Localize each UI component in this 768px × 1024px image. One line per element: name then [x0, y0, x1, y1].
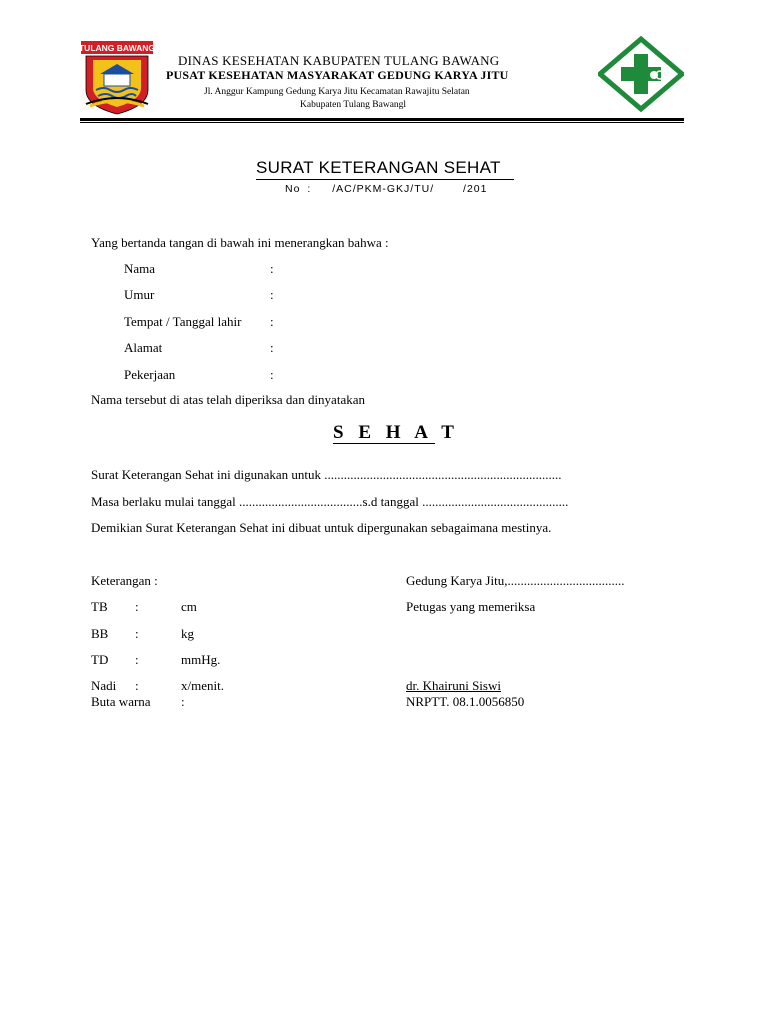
- document-number: [285, 183, 487, 195]
- intro-text: Yang bertanda tangan di bawah ini menerangkan bahwa :: [91, 235, 389, 250]
- header-rule-thin: [80, 122, 684, 123]
- health-result: S E H A T: [333, 422, 459, 443]
- field-colon: :: [270, 340, 274, 355]
- closing-line: Demikian Surat Keterangan Sehat ini dibuat untuk dipergunakan sebagaimana mestinya.: [91, 520, 552, 535]
- field-label-nama: Nama: [124, 261, 156, 276]
- note-label-tb: TB: [91, 599, 108, 614]
- note-unit-mmhg: mmHg.: [181, 652, 221, 667]
- field-colon: :: [270, 367, 274, 382]
- field-label-pekerjaan: Pekerjaan: [124, 367, 176, 382]
- puskesmas-name: PUSAT KESEHATAN MASYARAKAT GEDUNG KARYA JITU: [166, 68, 509, 82]
- result-underline: [333, 443, 435, 444]
- note-colon: :: [135, 626, 139, 641]
- usage-line: Surat Keterangan Sehat ini digunakan untuk .........................................................................: [91, 467, 562, 482]
- number-code: /AC/PKM-GKJ/TU/: [332, 183, 435, 195]
- address-line-1: Jl. Anggur Kampung Gedung Karya Jitu Kecamatan Rawajitu Selatan: [204, 87, 470, 97]
- note-label-td: TD: [91, 652, 109, 667]
- field-label-alamat: Alamat: [124, 340, 163, 355]
- validity-line: Masa berlaku mulai tanggal ......................................s.d tanggal .............................................: [91, 494, 569, 509]
- field-colon: :: [270, 261, 274, 276]
- place-date: Gedung Karya Jitu,....................................: [406, 573, 625, 588]
- note-colon: :: [135, 652, 139, 667]
- examined-statement: Nama tersebut di atas telah diperiksa dan dinyatakan: [91, 392, 365, 407]
- field-label-umur: Umur: [124, 287, 155, 302]
- puskesmas-logo: [598, 36, 684, 112]
- field-colon: :: [270, 287, 274, 302]
- document-title: SURAT KETERANGAN SEHAT: [256, 158, 501, 177]
- logo-caption: TULANG BAWANG: [80, 43, 154, 53]
- field-colon: :: [270, 314, 274, 329]
- tulang-bawang-logo: [80, 40, 154, 116]
- note-unit-kg: kg: [181, 626, 194, 641]
- note-label-buta-warna: Buta warna: [91, 694, 151, 709]
- note-unit-cm: cm: [181, 599, 197, 614]
- doctor-name: dr. Khairuni Siswi: [406, 678, 501, 693]
- field-label-ttl: Tempat / Tanggal lahir: [124, 314, 242, 329]
- note-colon: :: [135, 678, 139, 693]
- title-underline: [256, 179, 514, 180]
- number-year: /201: [463, 183, 488, 195]
- note-colon: :: [135, 599, 139, 614]
- agency-name: DINAS KESEHATAN KABUPATEN TULANG BAWANG: [178, 53, 500, 68]
- address-line-2: Kabupaten Tulang Bawangl: [300, 100, 407, 110]
- note-label-nadi: Nadi: [91, 678, 117, 693]
- examiner-role: Petugas yang memeriksa: [406, 599, 536, 614]
- doctor-nrptt: NRPTT. 08.1.0056850: [406, 694, 525, 709]
- number-label: No :: [285, 183, 312, 195]
- note-label-bb: BB: [91, 626, 109, 641]
- note-colon: :: [181, 694, 185, 709]
- header-rule-thick: [80, 118, 684, 121]
- notes-heading: Keterangan :: [91, 573, 158, 588]
- note-unit-pulse: x/menit.: [181, 678, 224, 693]
